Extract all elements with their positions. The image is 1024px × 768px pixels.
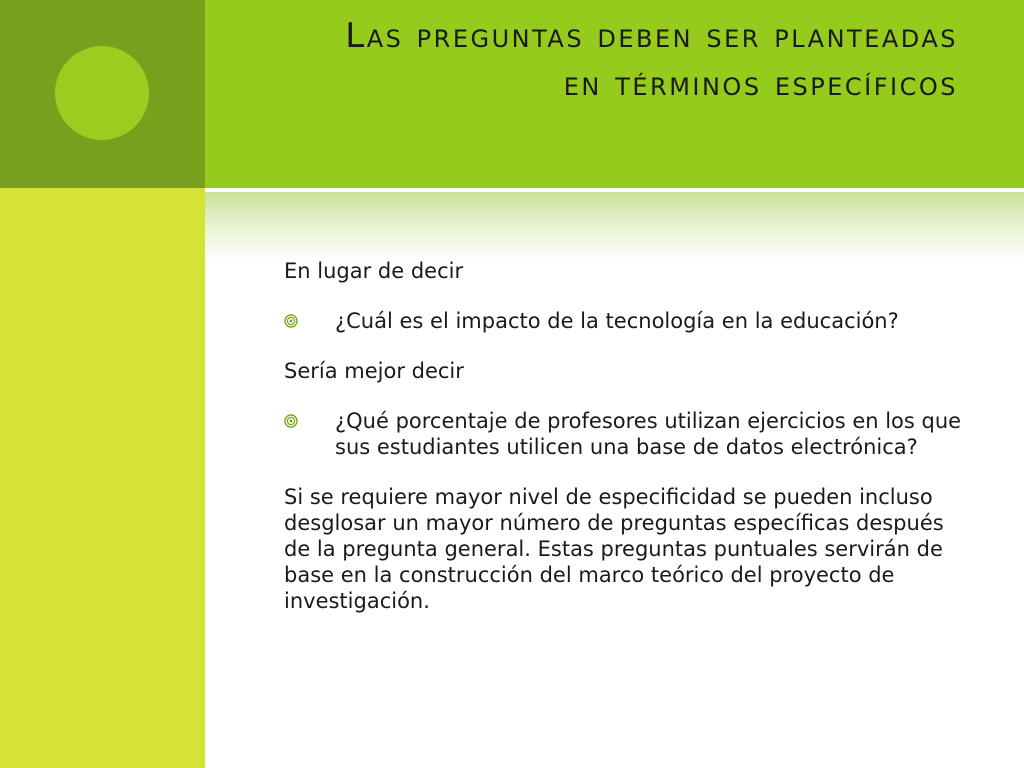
concentric-circle-bullet-icon bbox=[284, 314, 298, 328]
bullet-text: ¿Qué porcentaje de profesores utilizan ejercicios en los que sus estudiantes utilicen una base de datos electrónica? bbox=[335, 409, 962, 459]
slide-title: Las preguntas deben ser planteadas en términos específicos bbox=[345, 16, 958, 104]
body-paragraph: Sería mejor decir bbox=[284, 359, 464, 383]
bullet-item bbox=[284, 408, 974, 460]
bullet-item bbox=[284, 308, 974, 334]
concentric-circle-bullet-icon bbox=[284, 414, 298, 428]
body-paragraph: Si se requiere mayor nivel de especificidad se pueden incluso desglosar un mayor número de preguntas específicas después de la pregunta general. Estas preguntas puntuales servirán de base en la construcción del marco teórico del proyecto de investigación. bbox=[284, 485, 944, 613]
corner-block bbox=[0, 0, 205, 188]
body-paragraph: En lugar de decir bbox=[284, 259, 464, 283]
gradient-band bbox=[205, 192, 1024, 262]
slide-body bbox=[284, 258, 974, 638]
decorative-circle bbox=[55, 46, 149, 140]
bullet-text: ¿Cuál es el impacto de la tecnología en la educación? bbox=[335, 309, 899, 333]
side-bar bbox=[0, 188, 205, 768]
